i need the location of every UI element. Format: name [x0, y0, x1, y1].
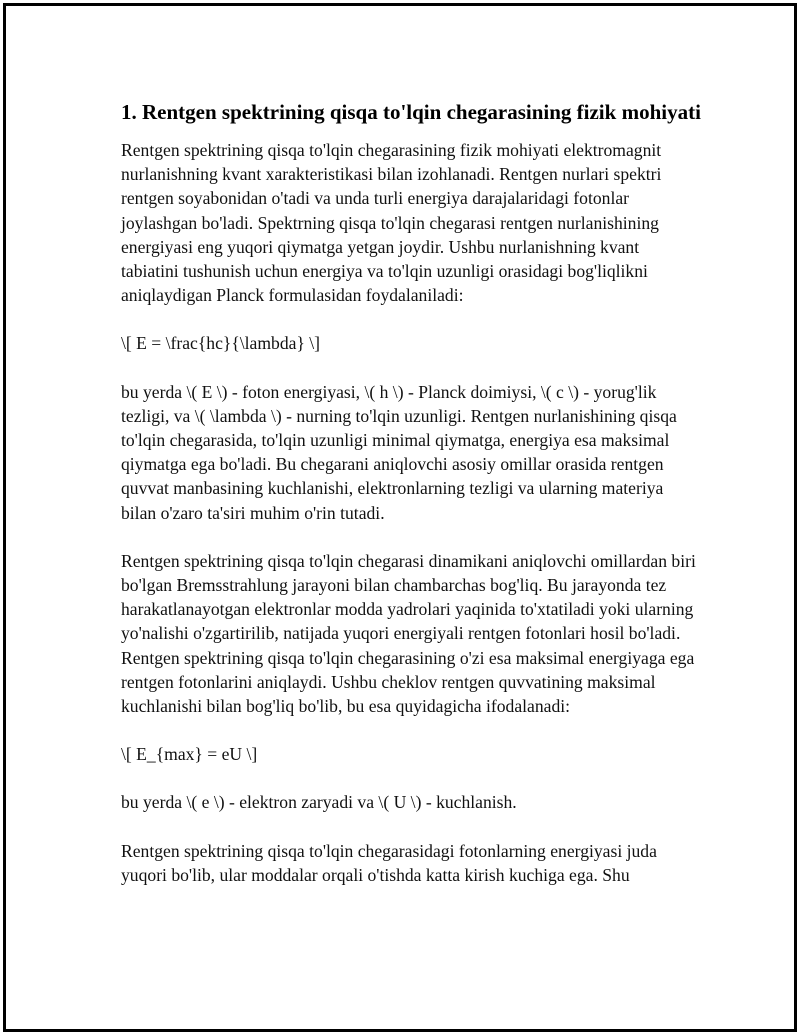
- paragraph-emax-explanation: bu yerda \( e \) - elektron zaryadi va \( U \) - kuchlanish.: [121, 792, 517, 813]
- paragraph-planck-explanation: bu yerda \( E \) - foton energiyasi, \( h \) - Planck doimiysi, \( c \) - yorug'lik tezligi, va \( \lambda \) - nurning to'lqin uzunligi. Rentgen nurlanishining qisqa to'lqin chegarasida, to'lqin uzunligi minimal qiymatga, energiya esa maksimal qiymatga ega bo'ladi. Bu chegarani aniqlovchi asosiy omillar orasida rentgen quvvat manbasining kuchlanishi, elektronlarning tezligi va ularning materiya bilan o'zaro ta'siri muhim o'rin tutadi.: [121, 381, 677, 523]
- formula-emax: \[ E_{max} = eU \]: [121, 744, 258, 765]
- document-body: [121, 98, 701, 911]
- paragraph-penetration: Rentgen spektrining qisqa to'lqin chegarasidagi fotonlarning energiyasi juda yuqori bo'lib, ular moddalar orqali o'tishda katta kirish kuchiga ega. Shu: [121, 840, 657, 885]
- formula-planck: \[ E = \frac{hc}{\lambda} \]: [121, 333, 321, 354]
- paragraph-intro: Rentgen spektrining qisqa to'lqin chegarasining fizik mohiyati elektromagnit nurlanishning kvant xarakteristikasi bilan izohlanadi. Rentgen nurlari spektri rentgen soyabonidan o'tadi va unda turli energiya darajalaridagi fotonlar joylashgan bo'ladi. Spektrning qisqa to'lqin chegarasi rentgen nurlanishining energiyasi eng yuqori qiymatga yetgan joydir. Ushbu nurlanishning kvant tabiatini tushunish uchun energiya va to'lqin uzunligi orasidagi bog'liqlikni aniqlaydigan Planck formulasidan foydalaniladi:: [121, 140, 662, 306]
- paragraph-bremsstrahlung: Rentgen spektrining qisqa to'lqin chegarasi dinamikani aniqlovchi omillardan biri bo'lgan Bremsstrahlung jarayoni bilan chambarchas bog'liq. Bu jarayonda tez harakatlanayotgan elektronlar modda yadrolari yaqinida to'xtatiladi yoki ularning yo'nalishi o'zgartirilib, natijada yuqori energiyali rentgen fotonlari hosil bo'ladi. Rentgen spektrining qisqa to'lqin chegarasining o'zi esa maksimal energiyaga ega rentgen fotonlarini aniqlaydi. Ushbu cheklov rentgen quvvatining maksimal kuchlanishi bilan bog'liq bo'lib, bu esa quyidagicha ifodalanadi:: [121, 550, 696, 717]
- section-heading: 1. Rentgen spektrining qisqa to'lqin chegarasining fizik mohiyati: [121, 100, 701, 124]
- page-frame: [3, 3, 797, 1032]
